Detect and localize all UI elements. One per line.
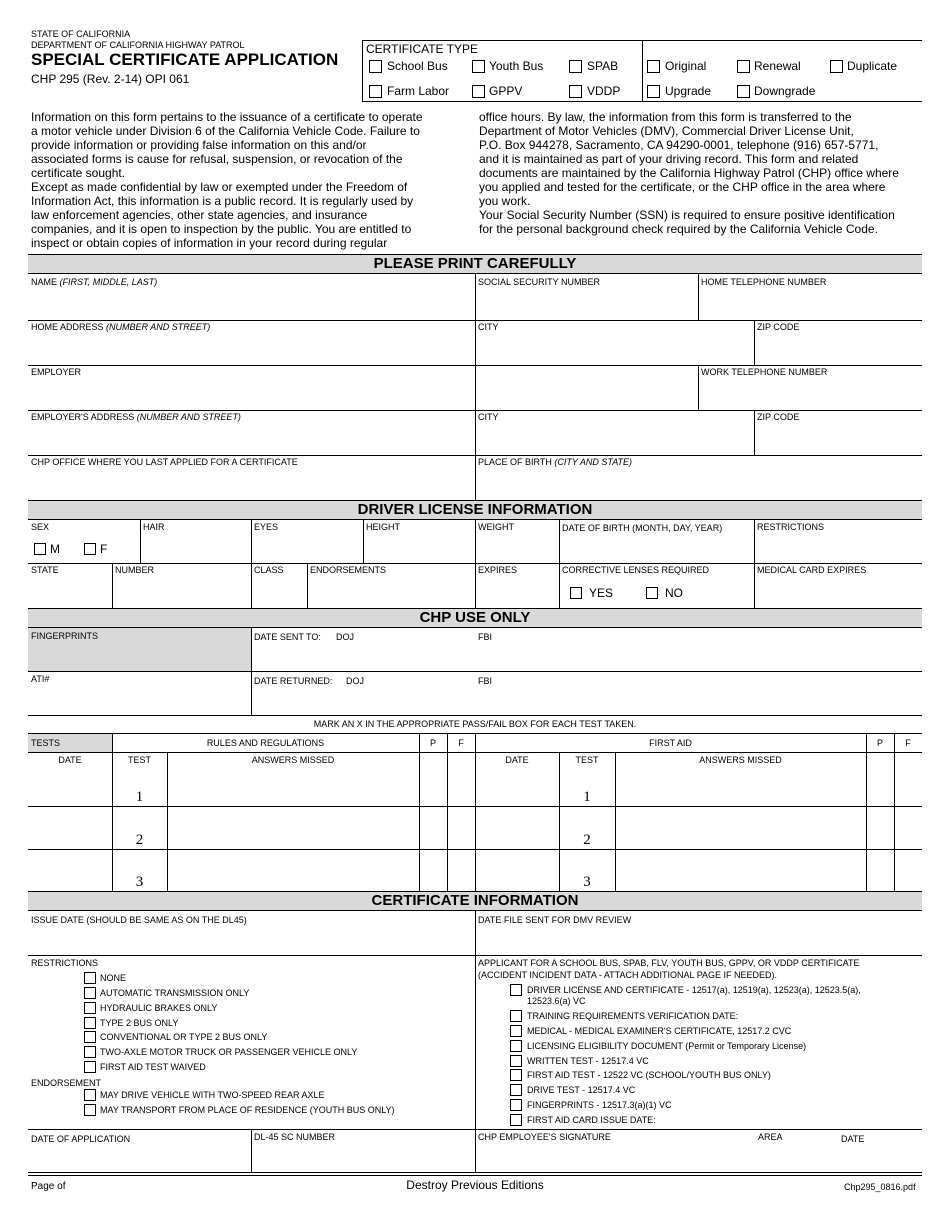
- home-city-field[interactable]: [477, 334, 752, 363]
- test-instruction: MARK AN X IN THE APPROPRIATE PASS/FAIL BOX FOR EACH TEST TAKEN.: [313, 719, 637, 729]
- ssn-field[interactable]: [477, 289, 696, 318]
- ssn-label: SOCIAL SECURITY NUMBER: [478, 277, 601, 287]
- restriction-hydraulic-label: HYDRAULIC BRAKES ONLY: [100, 1003, 218, 1013]
- applicant-drive-test-label: DRIVE TEST - 12517.4 VC: [527, 1085, 636, 1095]
- dmv-review-label: DATE FILE SENT FOR DMV REVIEW: [478, 915, 632, 925]
- section-driver-license: DRIVER LICENSE INFORMATION: [28, 500, 922, 520]
- date-of-application-field[interactable]: [30, 1146, 249, 1170]
- downgrade-label: Downgrade: [754, 84, 816, 98]
- school-bus-label: School Bus: [387, 59, 448, 73]
- applicant-medical-checkbox[interactable]: [510, 1025, 522, 1037]
- applicant-training-checkbox[interactable]: [510, 1010, 522, 1022]
- employer-zip-field[interactable]: [756, 424, 920, 453]
- work-phone-label: WORK TELEPHONE NUMBER: [701, 367, 828, 377]
- gppv-checkbox[interactable]: [472, 85, 485, 98]
- birth-place-label: PLACE OF BIRTH (CITY AND STATE): [478, 457, 633, 467]
- applicant-heading: APPLICANT FOR A SCHOOL BUS, SPAB, FLV, YOUTH BUS, GPPV, OR VDDP CERTIFICATE: [478, 958, 860, 968]
- expires-label: EXPIRES: [478, 565, 518, 575]
- section-please-print: PLEASE PRINT CAREFULLY: [28, 254, 922, 274]
- employer-field[interactable]: [30, 379, 696, 408]
- restriction-conventional-label: CONVENTIONAL OR TYPE 2 BUS ONLY: [100, 1032, 268, 1042]
- first-aid-answers-header: ANSWERS MISSED: [699, 755, 782, 765]
- sex-f-label: F: [100, 542, 108, 556]
- youth-bus-checkbox[interactable]: [472, 60, 485, 73]
- file-name: Chp295_0816.pdf: [844, 1182, 916, 1192]
- first-aid-pass-header: P: [876, 738, 883, 748]
- home-address-label: HOME ADDRESS (NUMBER AND STREET): [31, 322, 211, 332]
- restriction-hydraulic-checkbox[interactable]: [84, 1002, 96, 1014]
- applicant-first-aid-test-checkbox[interactable]: [510, 1069, 522, 1081]
- sex-m-checkbox[interactable]: [34, 543, 46, 555]
- applicant-first-aid-card-checkbox[interactable]: [510, 1114, 522, 1126]
- applicant-licensing-checkbox[interactable]: [510, 1040, 522, 1052]
- employer-city-field[interactable]: [477, 424, 752, 453]
- endorsement-label: ENDORSEMENT: [31, 1078, 102, 1088]
- applicant-subheading: (ACCIDENT INCIDENT DATA - ATTACH ADDITIONAL PAGE IF NEEDED).: [478, 970, 778, 980]
- employer-address-label: EMPLOYER'S ADDRESS (NUMBER AND STREET): [31, 412, 241, 422]
- chp-office-field[interactable]: [30, 469, 473, 498]
- lenses-no-label: NO: [665, 586, 683, 600]
- page-of-label: Page of: [31, 1181, 66, 1192]
- restriction-auto-trans-checkbox[interactable]: [84, 987, 96, 999]
- hair-label: HAIR: [143, 522, 165, 532]
- applicant-medical-label: MEDICAL - MEDICAL EXAMINER'S CERTIFICATE, 12517.2 CVC: [527, 1026, 792, 1036]
- state-label: STATE OF CALIFORNIA: [31, 29, 131, 39]
- first-aid-test-number: 3: [583, 874, 591, 890]
- issue-date-label: ISSUE DATE (SHOULD BE SAME AS ON THE DL45): [31, 915, 247, 925]
- duplicate-checkbox[interactable]: [830, 60, 843, 73]
- applicant-fingerprints-label: FINGERPRINTS - 12517.3(a)(1) VC: [527, 1100, 672, 1110]
- farm-labor-label: Farm Labor: [387, 84, 450, 98]
- date-sent-fbi-label: FBI: [478, 632, 493, 642]
- lenses-no-checkbox[interactable]: [646, 587, 658, 599]
- date-returned-label: DATE RETURNED:: [254, 676, 333, 686]
- tests-header: TESTS: [31, 738, 61, 748]
- applicant-first-aid-card-label: FIRST AID CARD ISSUE DATE:: [527, 1115, 656, 1125]
- school-bus-checkbox[interactable]: [369, 60, 382, 73]
- original-checkbox[interactable]: [647, 60, 660, 73]
- date-of-application-label: DATE OF APPLICATION: [31, 1134, 131, 1144]
- applicant-fingerprints-checkbox[interactable]: [510, 1099, 522, 1111]
- rules-test-number: 2: [135, 832, 144, 848]
- dl45-number-label: DL-45 SC NUMBER: [254, 1132, 336, 1142]
- name-label: NAME (FIRST, MIDDLE, LAST): [31, 277, 158, 287]
- applicant-written-test-checkbox[interactable]: [510, 1055, 522, 1067]
- rules-test-header: TEST: [127, 755, 151, 765]
- applicant-written-test-label: WRITTEN TEST - 12517.4 VC: [527, 1056, 649, 1066]
- restriction-conventional-checkbox[interactable]: [84, 1031, 96, 1043]
- spab-checkbox[interactable]: [569, 60, 582, 73]
- sign-date-label: DATE: [841, 1134, 865, 1144]
- dl-number-label: NUMBER: [115, 565, 155, 575]
- upgrade-label: Upgrade: [665, 84, 712, 98]
- downgrade-checkbox[interactable]: [737, 85, 750, 98]
- first-aid-date-header: DATE: [505, 755, 529, 765]
- endorsement-transport-checkbox[interactable]: [84, 1104, 96, 1116]
- applicant-dl-checkbox[interactable]: [510, 984, 522, 996]
- rules-pass-header: P: [429, 738, 436, 748]
- first-aid-test-number: 1: [583, 789, 591, 805]
- lenses-yes-checkbox[interactable]: [570, 587, 582, 599]
- applicant-dl-label: DRIVER LICENSE AND CERTIFICATE - 12517(a), 12519(a), 12523(a), 12523.5(a),: [527, 985, 861, 995]
- home-phone-field[interactable]: [700, 289, 920, 318]
- chp-signature-field[interactable]: [477, 1146, 755, 1170]
- medical-card-label: MEDICAL CARD EXPIRES: [757, 565, 867, 575]
- rules-fail-header: F: [458, 738, 464, 748]
- restriction-two-axle-label: TWO-AXLE MOTOR TRUCK OR PASSENGER VEHICLE ONLY: [100, 1047, 358, 1057]
- dob-label: DATE OF BIRTH (MONTH, DAY, YEAR): [562, 523, 723, 533]
- renewal-checkbox[interactable]: [737, 60, 750, 73]
- form-number: CHP 295 (Rev. 2-14) OPI 061: [31, 72, 190, 86]
- lenses-yes-label: YES: [589, 586, 614, 600]
- home-city-label: CITY: [478, 322, 499, 332]
- birth-place-field[interactable]: [477, 469, 920, 498]
- chp-signature-label: CHP EMPLOYEE'S SIGNATURE: [478, 1132, 611, 1142]
- issue-date-field[interactable]: [30, 928, 473, 953]
- restriction-first-aid-waived-checkbox[interactable]: [84, 1061, 96, 1073]
- work-phone-field[interactable]: [700, 379, 920, 408]
- applicant-training-label: TRAINING REQUIREMENTS VERIFICATION DATE:: [527, 1011, 739, 1021]
- date-returned-fbi-label: FBI: [478, 676, 493, 686]
- destroy-editions-note: Destroy Previous Editions: [406, 1178, 544, 1192]
- area-label: AREA: [758, 1132, 783, 1142]
- sex-label: SEX: [31, 522, 50, 532]
- date-returned-doj-label: DOJ: [346, 676, 364, 686]
- first-aid-test-number: 2: [583, 832, 591, 848]
- section-chp-use-only: CHP USE ONLY: [28, 608, 922, 628]
- restriction-type2-label: TYPE 2 BUS ONLY: [100, 1018, 179, 1028]
- restriction-type2-checkbox[interactable]: [84, 1017, 96, 1029]
- restriction-none-label: NONE: [100, 973, 127, 983]
- applicant-licensing-label: LICENSING ELIGIBILITY DOCUMENT (Permit or Temporary License): [527, 1041, 807, 1051]
- vddp-checkbox[interactable]: [569, 85, 582, 98]
- youth-bus-label: Youth Bus: [489, 59, 544, 73]
- upgrade-checkbox[interactable]: [647, 85, 660, 98]
- privacy-notice-right: office hours. By law, the information from this form is transferred to the Department of Motor Vehicles (DMV), Commercial Driver License Unit, P.O. Box 944278, Sacramento, CA 94290-0001, telephone (916) 657-5771, and it is maintained as part of your driving record. This form and related documents are maintained by the California Highway Patrol (CHP) office where you applied and tested for the certificate, or the CHP office in the area where you work. Your Social Security Number (SSN) is required to ensure positive identification for the personal background check required by the California Vehicle Code.: [479, 110, 899, 236]
- date-sent-label: DATE SENT TO:: [254, 632, 321, 642]
- eyes-label: EYES: [254, 522, 279, 532]
- weight-label: WEIGHT: [478, 522, 514, 532]
- home-address-field[interactable]: [30, 334, 473, 363]
- certificate-type-heading: CERTIFICATE TYPE: [366, 42, 479, 56]
- name-field[interactable]: [30, 289, 473, 318]
- rules-test-number: 3: [135, 874, 144, 890]
- dl-class-label: CLASS: [254, 565, 284, 575]
- home-zip-field[interactable]: [756, 334, 920, 363]
- restrictions-label: RESTRICTIONS: [757, 522, 825, 532]
- endorsement-two-speed-checkbox[interactable]: [84, 1089, 96, 1101]
- applicant-dl-label-cont: 12523.6(a) VC: [527, 996, 586, 1006]
- dl-state-label: STATE: [31, 565, 59, 575]
- chp-office-label: CHP OFFICE WHERE YOU LAST APPLIED FOR A CERTIFICATE: [31, 457, 298, 467]
- restriction-none-checkbox[interactable]: [84, 972, 96, 984]
- fingerprints-label: FINGERPRINTS: [31, 631, 99, 641]
- original-label: Original: [665, 59, 707, 73]
- height-label: HEIGHT: [366, 522, 401, 532]
- spab-label: SPAB: [587, 59, 619, 73]
- rules-header: RULES AND REGULATIONS: [206, 738, 325, 748]
- sex-m-label: M: [50, 542, 60, 556]
- dmv-review-field[interactable]: [477, 928, 920, 953]
- vddp-label: VDDP: [587, 84, 621, 98]
- rules-date-header: DATE: [58, 755, 82, 765]
- date-sent-doj-label: DOJ: [336, 632, 354, 642]
- sex-f-checkbox[interactable]: [84, 543, 96, 555]
- endorsements-label: ENDORSEMENTS: [310, 565, 387, 575]
- restriction-auto-trans-label: AUTOMATIC TRANSMISSION ONLY: [100, 988, 250, 998]
- home-zip-label: ZIP CODE: [757, 322, 800, 332]
- department-label: DEPARTMENT OF CALIFORNIA HIGHWAY PATROL: [31, 40, 245, 50]
- endorsement-two-speed-label: MAY DRIVE VEHICLE WITH TWO-SPEED REAR AXLE: [100, 1090, 325, 1100]
- renewal-label: Renewal: [754, 59, 801, 73]
- dl45-number-field[interactable]: [253, 1146, 473, 1170]
- lenses-label: CORRECTIVE LENSES REQUIRED: [562, 565, 710, 575]
- employer-city-label: CITY: [478, 412, 499, 422]
- endorsement-transport-label: MAY TRANSPORT FROM PLACE OF RESIDENCE (YOUTH BUS ONLY): [100, 1105, 395, 1115]
- employer-address-field[interactable]: [30, 424, 473, 453]
- ati-label: ATI#: [31, 674, 50, 684]
- restriction-first-aid-waived-label: FIRST AID TEST WAIVED: [100, 1062, 206, 1072]
- restriction-two-axle-checkbox[interactable]: [84, 1046, 96, 1058]
- first-aid-fail-header: F: [905, 738, 911, 748]
- form-title: SPECIAL CERTIFICATE APPLICATION: [31, 50, 339, 69]
- rules-test-number: 1: [135, 789, 144, 805]
- first-aid-header: FIRST AID: [649, 738, 692, 748]
- section-certificate-info: CERTIFICATE INFORMATION: [28, 891, 922, 911]
- employer-zip-label: ZIP CODE: [757, 412, 800, 422]
- cert-restrictions-label: RESTRICTIONS: [31, 958, 99, 968]
- first-aid-test-header: TEST: [575, 755, 599, 765]
- gppv-label: GPPV: [489, 84, 523, 98]
- privacy-notice-left: Information on this form pertains to the issuance of a certificate to operate a motor vehicle under Division 6 of the California Vehicle Code. Failure to provide information or providing false information on this and/or associated forms is cause for refusal, suspension, or revocation of the certificate sought. Except as made confidential by law or exempted under the Freedom of Information Act, this information is a public record. It is regularly used by law enforcement agencies, other state agencies, and insurance companies, and it is open to inspection by the public. You are entitled to inspect or obtain copies of information in your record during regular: [31, 110, 423, 250]
- applicant-drive-test-checkbox[interactable]: [510, 1084, 522, 1096]
- applicant-first-aid-test-label: FIRST AID TEST - 12522 VC (SCHOOL/YOUTH BUS ONLY): [527, 1070, 771, 1080]
- rules-answers-header: ANSWERS MISSED: [251, 755, 335, 765]
- home-phone-label: HOME TELEPHONE NUMBER: [701, 277, 827, 287]
- employer-label: EMPLOYER: [31, 367, 82, 377]
- farm-labor-checkbox[interactable]: [369, 85, 382, 98]
- duplicate-label: Duplicate: [847, 59, 898, 73]
